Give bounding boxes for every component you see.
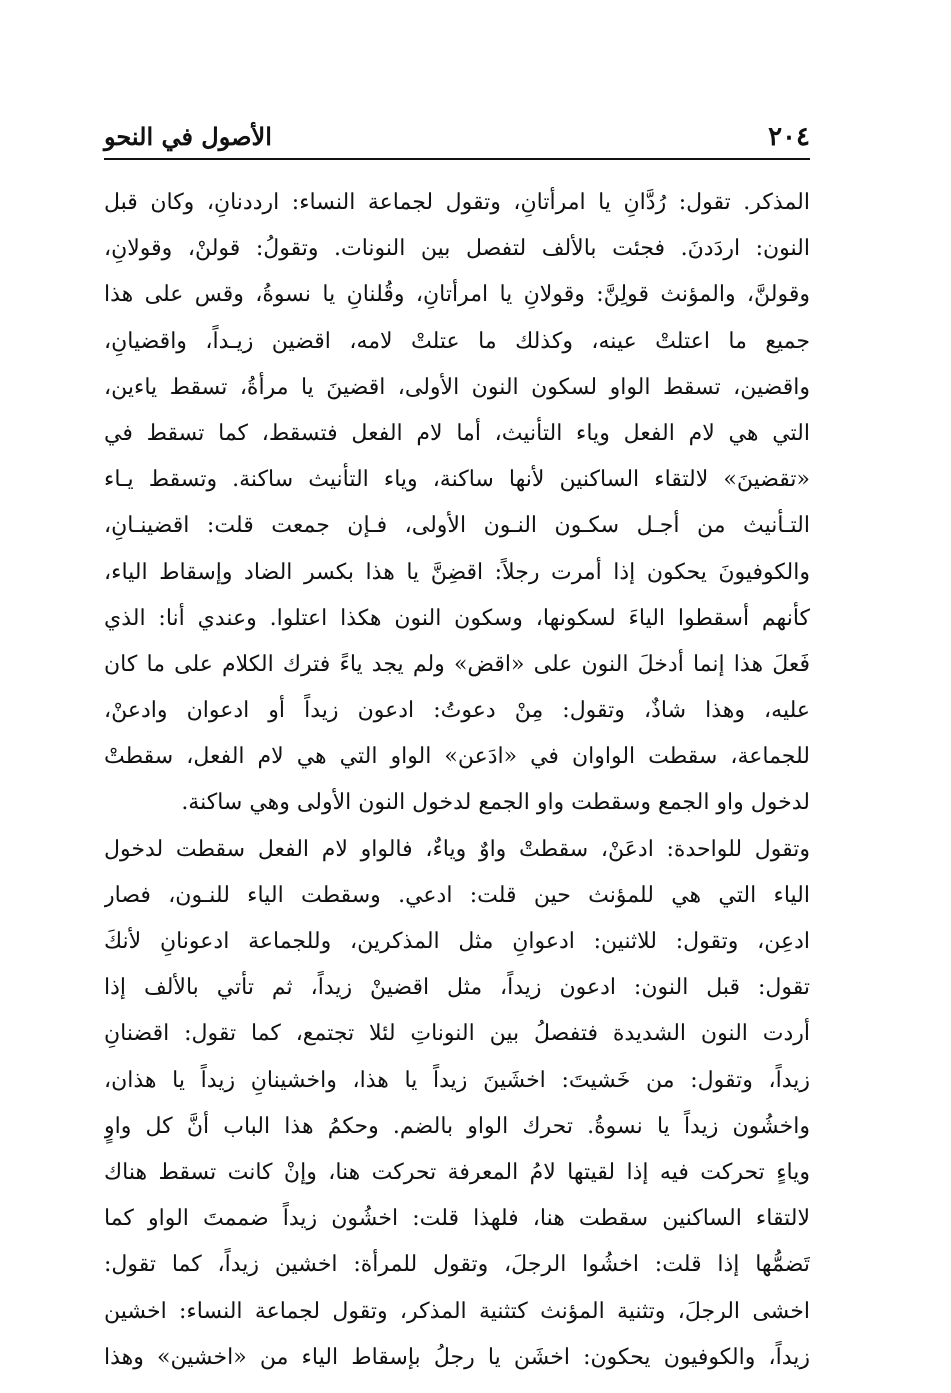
text-line: زيداً، والكوفيون يحكون: اخشَن يا رجلُ بإسقاط الياء من «اخشين» وهذا bbox=[104, 1344, 810, 1370]
text-line: تَضمُّها إذا قلت: اخشُوا الرجلَ، وتقول للمرأة: اخشين زيداً، كما تقول: bbox=[104, 1252, 810, 1278]
text-line: المذكر. تقول: رُدَّانِ يا امرأتانِ، وتقول لجماعة النساء: ارددنانِ، وكان قبل bbox=[104, 190, 810, 215]
text-line: وقولنَّ، والمؤنث قولِنَّ: وقولانِ يا امرأتانِ، وقُلنانِ يا نسوةُ، وقس على هذا bbox=[104, 282, 810, 308]
text-line: والكوفيونَ يحكون إذا أمرت رجلاً: اقضِنَّ يا هذا بكسر الضاد وإسقاط الياء، bbox=[104, 559, 810, 585]
text-line: للجماعة، سقطت الواوان في «ادَعن» الواو التي هي لام الفعل، سقطتْ bbox=[104, 744, 810, 770]
text-line: التي هي لام الفعل وياء التأنيث، أما لام الفعل فتسقط، كما تسقط في bbox=[104, 420, 810, 446]
text-line: كأنهم أسقطوا الياءَ لسكونها، وسكون النون هكذا اعتلوا. وعندي أنا: الذي bbox=[104, 605, 810, 631]
text-line: فَعلَ هذا إنما أدخلَ النون على «اقض» ولم يجد ياءً فترك الكلام على ما كان bbox=[104, 651, 810, 677]
page-header bbox=[104, 118, 810, 162]
text-line: ادعِن، وتقول: للاثنين: ادعوانِ مثل المذكرين، وللجماعة ادعونانِ لأنكَ bbox=[104, 929, 810, 954]
page-number: ٢٠٤ bbox=[768, 122, 810, 152]
text-line: أردت النون الشديدة فتفصلُ بين النوناتِ لئلا تجتمع، كما تقول: اقضنانِ bbox=[104, 1021, 810, 1047]
text-line: الياء التي هي للمؤنث حين قلت: ادعي. وسقطت الياء للنـون، فصار bbox=[104, 882, 810, 908]
text-line: واخشُون زيداً يا نسوةُ. تحرك الواو بالضم. وحكمُ هذا الباب أنَّ كل واوٍ bbox=[104, 1113, 810, 1139]
text-line: التـأنيث من أجـل سكـون النـون الأولى، فـإن جمعت قلت: اقضينـانِ، bbox=[104, 513, 810, 539]
text-line: عليه، وهذا شاذٌ، وتقول: مِنْ دعوتُ: ادعون زيداً أو ادعوان وادعنْ، bbox=[104, 698, 810, 724]
text-line: «تقضينَ» لالتقاء الساكنين لأنها ساكنة، وياء التأنيث ساكنة. وتسقط يـاء bbox=[104, 467, 810, 493]
body-text bbox=[104, 180, 810, 1381]
text-line: لدخول واو الجمع وسقطت واو الجمع لدخول النون الأولى وهي ساكنة. bbox=[181, 790, 810, 816]
header-rule bbox=[104, 158, 810, 160]
running-title: الأصول في النحو bbox=[104, 122, 272, 151]
text-line: تقول: قبل النون: ادعون زيداً، مثل اقضينْ زيداً، ثم تأتي بالألف إذا bbox=[104, 975, 810, 1001]
text-line: واقضين، تسقط الواو لسكون النون الأولى، اقضينَ يا مرأةُ، تسقط ياءين، bbox=[104, 374, 810, 400]
text-line: وياءٍ تحركت فيه إذا لقيتها لامُ المعرفة تحركت هنا، وإنْ كانت تسقط هناك bbox=[104, 1159, 810, 1185]
text-line: زيداً، وتقول: من خَشيتَ: اخشَينَ زيداً يا هذا، واخشينانِ زيداً يا هذان، bbox=[104, 1067, 810, 1093]
text-line: وتقول للواحدة: ادعَنْ، سقطتْ واوٌ وياءٌ، فالواو لام الفعل سقطت لدخول bbox=[104, 836, 810, 862]
text-line: لالتقاء الساكنين سقطت هنا، فلهذا قلت: اخشُون زيداً ضممتَ الواو كما bbox=[104, 1206, 810, 1232]
text-line: جميع ما اعتلتْ عينه، وكذلك ما عتلتْ لامه، اقضين زيـداً، واقضيانِ، bbox=[104, 328, 810, 354]
text-line: النون: اردَدنَ. فجئت بالألف لتفصل بين النونات. وتقولُ: قولنْ، وقولانِ، bbox=[104, 236, 810, 262]
text-line: اخشى الرجلَ، وتثنية المؤنث كتثنية المذكر، وتقول لجماعة النساء: اخشين bbox=[104, 1298, 810, 1324]
